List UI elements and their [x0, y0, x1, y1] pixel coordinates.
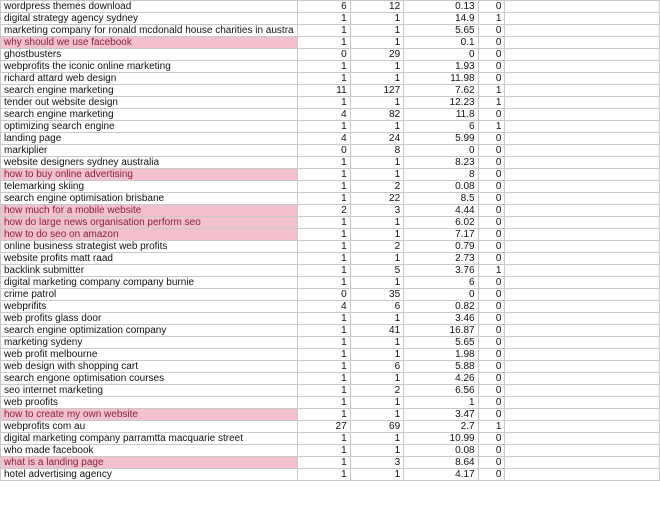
value-cell-col-c[interactable]: 1: [350, 313, 403, 325]
keyword-cell[interactable]: search engine optimization company: [1, 325, 298, 337]
table-row: [1, 229, 660, 241]
table-row: [1, 169, 660, 181]
value-cell-col-e[interactable]: 0: [478, 181, 505, 193]
value-cell-col-c[interactable]: 1: [350, 229, 403, 241]
keyword-cell[interactable]: landing page: [1, 133, 298, 145]
value-cell-col-d[interactable]: 1.98: [404, 349, 478, 361]
value-cell-col-e[interactable]: 0: [478, 169, 505, 181]
value-cell-col-e[interactable]: 1: [478, 97, 505, 109]
value-cell-col-c[interactable]: 1: [350, 73, 403, 85]
value-cell-col-c[interactable]: 3: [350, 457, 403, 469]
table-row: [1, 445, 660, 457]
keyword-cell[interactable]: what is a landing page: [1, 457, 298, 469]
value-cell-col-b[interactable]: 27: [297, 421, 350, 433]
empty-cell[interactable]: [505, 313, 660, 325]
value-cell-col-d[interactable]: 5.65: [404, 25, 478, 37]
table-row: [1, 205, 660, 217]
table-row: [1, 313, 660, 325]
empty-cell[interactable]: [505, 97, 660, 109]
empty-cell[interactable]: [505, 121, 660, 133]
value-cell-col-c[interactable]: 1: [350, 337, 403, 349]
empty-cell[interactable]: [505, 193, 660, 205]
table-row: [1, 217, 660, 229]
value-cell-col-b[interactable]: 1: [297, 457, 350, 469]
table-row: [1, 241, 660, 253]
empty-cell[interactable]: [505, 445, 660, 457]
value-cell-col-b[interactable]: 1: [297, 361, 350, 373]
value-cell-col-b[interactable]: 1: [297, 121, 350, 133]
value-cell-col-c[interactable]: 1: [350, 13, 403, 25]
value-cell-col-b[interactable]: 1: [297, 433, 350, 445]
value-cell-col-d[interactable]: 14.9: [404, 13, 478, 25]
value-cell-col-e[interactable]: 0: [478, 109, 505, 121]
keyword-cell[interactable]: telemarking skiing: [1, 181, 298, 193]
value-cell-col-e[interactable]: 1: [478, 121, 505, 133]
value-cell-col-b[interactable]: 2: [297, 205, 350, 217]
value-cell-col-d[interactable]: 2.73: [404, 253, 478, 265]
value-cell-col-e[interactable]: 0: [478, 457, 505, 469]
value-cell-col-e[interactable]: 0: [478, 49, 505, 61]
value-cell-col-e[interactable]: 0: [478, 253, 505, 265]
value-cell-col-e[interactable]: 0: [478, 145, 505, 157]
empty-cell[interactable]: [505, 49, 660, 61]
empty-cell[interactable]: [505, 133, 660, 145]
keyword-cell[interactable]: marketing company for ronald mcdonald house charities in austra: [1, 25, 298, 37]
table-row: [1, 289, 660, 301]
value-cell-col-b[interactable]: 1: [297, 193, 350, 205]
value-cell-col-e[interactable]: 0: [478, 73, 505, 85]
table-row: [1, 97, 660, 109]
value-cell-col-e[interactable]: 0: [478, 445, 505, 457]
value-cell-col-c[interactable]: 1: [350, 61, 403, 73]
keyword-cell[interactable]: markiplier: [1, 145, 298, 157]
table-row: [1, 361, 660, 373]
value-cell-col-d[interactable]: 2.7: [404, 421, 478, 433]
value-cell-col-d[interactable]: 8: [404, 169, 478, 181]
value-cell-col-b[interactable]: 1: [297, 445, 350, 457]
value-cell-col-c[interactable]: 6: [350, 301, 403, 313]
keyword-cell[interactable]: optimizing search engine: [1, 121, 298, 133]
value-cell-col-b[interactable]: 1: [297, 37, 350, 49]
value-cell-col-b[interactable]: 6: [297, 1, 350, 13]
value-cell-col-e[interactable]: 0: [478, 193, 505, 205]
value-cell-col-c[interactable]: 22: [350, 193, 403, 205]
value-cell-col-c[interactable]: 1: [350, 277, 403, 289]
table-row: [1, 421, 660, 433]
value-cell-col-d[interactable]: 7.62: [404, 85, 478, 97]
value-cell-col-d[interactable]: 0: [404, 145, 478, 157]
value-cell-col-b[interactable]: 1: [297, 277, 350, 289]
keyword-cell[interactable]: how to do seo on amazon: [1, 229, 298, 241]
value-cell-col-c[interactable]: 3: [350, 205, 403, 217]
value-cell-col-d[interactable]: 4.17: [404, 469, 478, 481]
table-row: [1, 373, 660, 385]
keyword-cell[interactable]: search engine optimisation brisbane: [1, 193, 298, 205]
value-cell-col-c[interactable]: 82: [350, 109, 403, 121]
table-row: [1, 337, 660, 349]
keyword-cell[interactable]: webprofits the iconic online marketing: [1, 61, 298, 73]
table-row: [1, 349, 660, 361]
empty-cell[interactable]: [505, 109, 660, 121]
value-cell-col-d[interactable]: 1: [404, 397, 478, 409]
value-cell-col-b[interactable]: 0: [297, 289, 350, 301]
empty-cell[interactable]: [505, 373, 660, 385]
value-cell-col-c[interactable]: 1: [350, 25, 403, 37]
empty-cell[interactable]: [505, 253, 660, 265]
value-cell-col-e[interactable]: 0: [478, 241, 505, 253]
value-cell-col-e[interactable]: 0: [478, 277, 505, 289]
table-body: [1, 1, 660, 481]
value-cell-col-d[interactable]: 6: [404, 277, 478, 289]
value-cell-col-e[interactable]: 0: [478, 361, 505, 373]
value-cell-col-d[interactable]: 0: [404, 49, 478, 61]
value-cell-col-c[interactable]: 1: [350, 169, 403, 181]
keyword-cell[interactable]: webprifits: [1, 301, 298, 313]
value-cell-col-b[interactable]: 4: [297, 301, 350, 313]
value-cell-col-d[interactable]: 3.76: [404, 265, 478, 277]
empty-cell[interactable]: [505, 169, 660, 181]
value-cell-col-c[interactable]: 1: [350, 349, 403, 361]
value-cell-col-e[interactable]: 0: [478, 397, 505, 409]
keyword-cell[interactable]: digital marketing company parramtta macquarie street: [1, 433, 298, 445]
table-row: [1, 433, 660, 445]
value-cell-col-e[interactable]: 0: [478, 349, 505, 361]
value-cell-col-e[interactable]: 0: [478, 469, 505, 481]
value-cell-col-c[interactable]: 1: [350, 157, 403, 169]
table-row: [1, 409, 660, 421]
value-cell-col-d[interactable]: 3.46: [404, 313, 478, 325]
value-cell-col-d[interactable]: 3.47: [404, 409, 478, 421]
value-cell-col-d[interactable]: 6.56: [404, 385, 478, 397]
value-cell-col-b[interactable]: 1: [297, 217, 350, 229]
value-cell-col-c[interactable]: 1: [350, 37, 403, 49]
value-cell-col-e[interactable]: 0: [478, 301, 505, 313]
value-cell-col-c[interactable]: 2: [350, 385, 403, 397]
table-row: [1, 265, 660, 277]
table-row: [1, 13, 660, 25]
table-row: [1, 397, 660, 409]
value-cell-col-c[interactable]: 41: [350, 325, 403, 337]
table-row: [1, 469, 660, 481]
value-cell-col-d[interactable]: 4.44: [404, 205, 478, 217]
keyword-cell[interactable]: marketing sydeny: [1, 337, 298, 349]
value-cell-col-e[interactable]: 0: [478, 25, 505, 37]
value-cell-col-e[interactable]: 0: [478, 313, 505, 325]
table-row: [1, 181, 660, 193]
value-cell-col-c[interactable]: 24: [350, 133, 403, 145]
keyword-cell[interactable]: who made facebook: [1, 445, 298, 457]
value-cell-col-d[interactable]: 0.1: [404, 37, 478, 49]
value-cell-col-b[interactable]: 1: [297, 61, 350, 73]
keyword-cell[interactable]: wordpress themes download: [1, 1, 298, 13]
value-cell-col-e[interactable]: 0: [478, 133, 505, 145]
empty-cell[interactable]: [505, 1, 660, 13]
value-cell-col-c[interactable]: 1: [350, 121, 403, 133]
empty-cell[interactable]: [505, 37, 660, 49]
keyword-cell[interactable]: ghostbusters: [1, 49, 298, 61]
keyword-cell[interactable]: digital marketing company company burnie: [1, 277, 298, 289]
value-cell-col-c[interactable]: 8: [350, 145, 403, 157]
empty-cell[interactable]: [505, 301, 660, 313]
keyword-cell[interactable]: how much for a mobile website: [1, 205, 298, 217]
value-cell-col-d[interactable]: 5.65: [404, 337, 478, 349]
value-cell-col-d[interactable]: 0.82: [404, 301, 478, 313]
value-cell-col-c[interactable]: 1: [350, 433, 403, 445]
value-cell-col-e[interactable]: 0: [478, 289, 505, 301]
value-cell-col-e[interactable]: 0: [478, 157, 505, 169]
value-cell-col-d[interactable]: 10.99: [404, 433, 478, 445]
value-cell-col-d[interactable]: 8.64: [404, 457, 478, 469]
empty-cell[interactable]: [505, 337, 660, 349]
value-cell-col-e[interactable]: 0: [478, 337, 505, 349]
value-cell-col-c[interactable]: 1: [350, 97, 403, 109]
value-cell-col-b[interactable]: 1: [297, 253, 350, 265]
empty-cell[interactable]: [505, 361, 660, 373]
empty-cell[interactable]: [505, 229, 660, 241]
value-cell-col-b[interactable]: 11: [297, 85, 350, 97]
table-row: [1, 385, 660, 397]
empty-cell[interactable]: [505, 61, 660, 73]
empty-cell[interactable]: [505, 145, 660, 157]
value-cell-col-c[interactable]: 1: [350, 445, 403, 457]
keyword-cell[interactable]: online business strategist web profits: [1, 241, 298, 253]
value-cell-col-c[interactable]: 2: [350, 241, 403, 253]
value-cell-col-b[interactable]: 1: [297, 181, 350, 193]
empty-cell[interactable]: [505, 469, 660, 481]
value-cell-col-b[interactable]: 1: [297, 241, 350, 253]
value-cell-col-d[interactable]: 4.26: [404, 373, 478, 385]
value-cell-col-d[interactable]: 0.13: [404, 1, 478, 13]
value-cell-col-d[interactable]: 8.23: [404, 157, 478, 169]
empty-cell[interactable]: [505, 409, 660, 421]
value-cell-col-c[interactable]: 1: [350, 469, 403, 481]
value-cell-col-d[interactable]: 8.5: [404, 193, 478, 205]
value-cell-col-c[interactable]: 1: [350, 397, 403, 409]
value-cell-col-b[interactable]: 1: [297, 13, 350, 25]
table-row: [1, 61, 660, 73]
keyword-cell[interactable]: tender out website design: [1, 97, 298, 109]
value-cell-col-e[interactable]: 0: [478, 433, 505, 445]
value-cell-col-c[interactable]: 2: [350, 181, 403, 193]
table-row: [1, 253, 660, 265]
keyword-cell[interactable]: hotel advertising agency: [1, 469, 298, 481]
table-row: [1, 73, 660, 85]
table-row: [1, 277, 660, 289]
keyword-cell[interactable]: digital strategy agency sydney: [1, 13, 298, 25]
keyword-cell[interactable]: how to create my own website: [1, 409, 298, 421]
value-cell-col-d[interactable]: 0.08: [404, 445, 478, 457]
value-cell-col-e[interactable]: 1: [478, 85, 505, 97]
value-cell-col-e[interactable]: 0: [478, 325, 505, 337]
empty-cell[interactable]: [505, 157, 660, 169]
value-cell-col-c[interactable]: 6: [350, 361, 403, 373]
value-cell-col-e[interactable]: 0: [478, 205, 505, 217]
keyword-cell[interactable]: website profits matt raad: [1, 253, 298, 265]
keyword-cell[interactable]: backlink submitter: [1, 265, 298, 277]
value-cell-col-b[interactable]: 1: [297, 169, 350, 181]
keyword-cell[interactable]: seo internet marketing: [1, 385, 298, 397]
keyword-cell[interactable]: web profits glass door: [1, 313, 298, 325]
empty-cell[interactable]: [505, 457, 660, 469]
empty-cell[interactable]: [505, 325, 660, 337]
value-cell-col-b[interactable]: 1: [297, 325, 350, 337]
value-cell-col-e[interactable]: 0: [478, 373, 505, 385]
empty-cell[interactable]: [505, 349, 660, 361]
value-cell-col-b[interactable]: 1: [297, 349, 350, 361]
value-cell-col-e[interactable]: 1: [478, 13, 505, 25]
empty-cell[interactable]: [505, 13, 660, 25]
empty-cell[interactable]: [505, 421, 660, 433]
keyword-cell[interactable]: website designers sydney australia: [1, 157, 298, 169]
value-cell-col-d[interactable]: 5.88: [404, 361, 478, 373]
value-cell-col-d[interactable]: 5.99: [404, 133, 478, 145]
value-cell-col-c[interactable]: 35: [350, 289, 403, 301]
keyword-cell[interactable]: web design with shopping cart: [1, 361, 298, 373]
table-row: [1, 133, 660, 145]
value-cell-col-e[interactable]: 0: [478, 409, 505, 421]
value-cell-col-d[interactable]: 0.08: [404, 181, 478, 193]
empty-cell[interactable]: [505, 85, 660, 97]
value-cell-col-d[interactable]: 7.17: [404, 229, 478, 241]
value-cell-col-b[interactable]: 1: [297, 337, 350, 349]
value-cell-col-e[interactable]: 0: [478, 217, 505, 229]
value-cell-col-d[interactable]: 6.02: [404, 217, 478, 229]
keyword-cell[interactable]: crime patrol: [1, 289, 298, 301]
value-cell-col-c[interactable]: 127: [350, 85, 403, 97]
value-cell-col-b[interactable]: 1: [297, 409, 350, 421]
value-cell-col-b[interactable]: 1: [297, 265, 350, 277]
value-cell-col-e[interactable]: 1: [478, 421, 505, 433]
keyword-cell[interactable]: search engine marketing: [1, 109, 298, 121]
table-row: [1, 1, 660, 13]
keyword-cell[interactable]: webprofits com au: [1, 421, 298, 433]
value-cell-col-e[interactable]: 1: [478, 265, 505, 277]
empty-cell[interactable]: [505, 385, 660, 397]
value-cell-col-e[interactable]: 0: [478, 229, 505, 241]
table-row: [1, 325, 660, 337]
empty-cell[interactable]: [505, 73, 660, 85]
keyword-cell[interactable]: how to buy online advertising: [1, 169, 298, 181]
keyword-cell[interactable]: search engine marketing: [1, 85, 298, 97]
value-cell-col-d[interactable]: 16.87: [404, 325, 478, 337]
value-cell-col-d[interactable]: 12.23: [404, 97, 478, 109]
empty-cell[interactable]: [505, 277, 660, 289]
empty-cell[interactable]: [505, 181, 660, 193]
empty-cell[interactable]: [505, 397, 660, 409]
table-row: [1, 25, 660, 37]
value-cell-col-c[interactable]: 1: [350, 253, 403, 265]
table-row: [1, 85, 660, 97]
value-cell-col-b[interactable]: 4: [297, 133, 350, 145]
value-cell-col-e[interactable]: 0: [478, 61, 505, 73]
table-row: [1, 121, 660, 133]
empty-cell[interactable]: [505, 241, 660, 253]
value-cell-col-d[interactable]: 6: [404, 121, 478, 133]
value-cell-col-b[interactable]: 1: [297, 157, 350, 169]
value-cell-col-c[interactable]: 12: [350, 1, 403, 13]
table-row: [1, 37, 660, 49]
value-cell-col-e[interactable]: 0: [478, 1, 505, 13]
value-cell-col-e[interactable]: 0: [478, 37, 505, 49]
value-cell-col-b[interactable]: 1: [297, 229, 350, 241]
value-cell-col-b[interactable]: 0: [297, 145, 350, 157]
value-cell-col-b[interactable]: 1: [297, 25, 350, 37]
keyword-cell[interactable]: web profit melbourne: [1, 349, 298, 361]
empty-cell[interactable]: [505, 217, 660, 229]
value-cell-col-b[interactable]: 1: [297, 397, 350, 409]
value-cell-col-d[interactable]: 0: [404, 289, 478, 301]
empty-cell[interactable]: [505, 433, 660, 445]
empty-cell[interactable]: [505, 205, 660, 217]
value-cell-col-b[interactable]: 1: [297, 97, 350, 109]
table-row: [1, 193, 660, 205]
value-cell-col-d[interactable]: 11.98: [404, 73, 478, 85]
value-cell-col-d[interactable]: 11.8: [404, 109, 478, 121]
value-cell-col-c[interactable]: 69: [350, 421, 403, 433]
keyword-cell[interactable]: search engone optimisation courses: [1, 373, 298, 385]
value-cell-col-b[interactable]: 1: [297, 73, 350, 85]
value-cell-col-c[interactable]: 5: [350, 265, 403, 277]
keyword-cell[interactable]: richard attard web design: [1, 73, 298, 85]
value-cell-col-b[interactable]: 1: [297, 373, 350, 385]
table-row: [1, 109, 660, 121]
table-row: [1, 49, 660, 61]
value-cell-col-c[interactable]: 1: [350, 373, 403, 385]
keyword-cell[interactable]: web proofits: [1, 397, 298, 409]
empty-cell[interactable]: [505, 265, 660, 277]
table-row: [1, 157, 660, 169]
value-cell-col-c[interactable]: 1: [350, 409, 403, 421]
value-cell-col-b[interactable]: 1: [297, 469, 350, 481]
keyword-cell[interactable]: how do large news organisation perform seo: [1, 217, 298, 229]
empty-cell[interactable]: [505, 25, 660, 37]
value-cell-col-e[interactable]: 0: [478, 385, 505, 397]
value-cell-col-b[interactable]: 0: [297, 49, 350, 61]
keyword-cell[interactable]: why should we use facebook: [1, 37, 298, 49]
value-cell-col-d[interactable]: 0.79: [404, 241, 478, 253]
table-row: [1, 145, 660, 157]
table-row: [1, 301, 660, 313]
value-cell-col-c[interactable]: 29: [350, 49, 403, 61]
table-row: [1, 457, 660, 469]
value-cell-col-b[interactable]: 4: [297, 109, 350, 121]
value-cell-col-b[interactable]: 1: [297, 313, 350, 325]
value-cell-col-b[interactable]: 1: [297, 385, 350, 397]
value-cell-col-d[interactable]: 1.93: [404, 61, 478, 73]
empty-cell[interactable]: [505, 289, 660, 301]
value-cell-col-c[interactable]: 1: [350, 217, 403, 229]
